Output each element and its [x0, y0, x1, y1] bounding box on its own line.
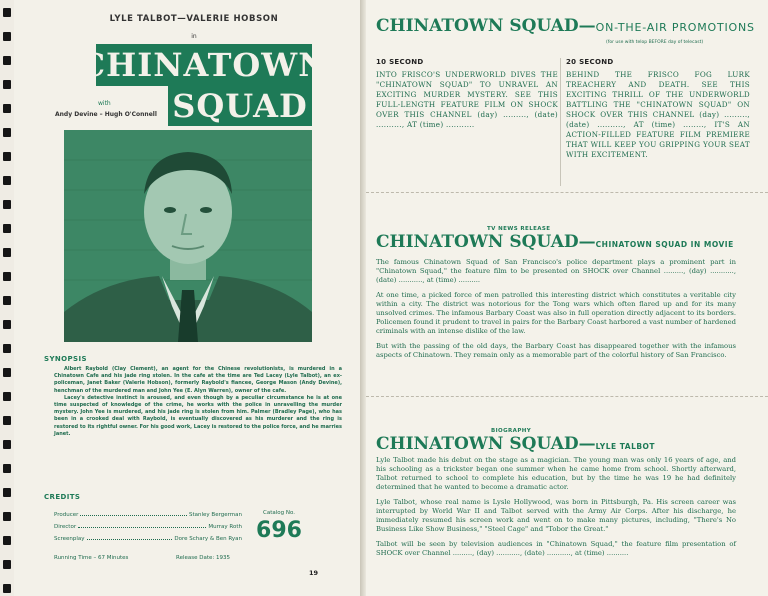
- film-title-line2: SQUAD: [168, 86, 312, 126]
- bio-body: [376, 456, 736, 564]
- news-title: CHINATOWN SQUAD: [376, 232, 579, 252]
- credits-heading: CREDITS: [44, 493, 81, 501]
- section-divider: [366, 192, 768, 193]
- synopsis-heading: SYNOPSIS: [44, 355, 87, 363]
- news-over-label: TV NEWS RELEASE: [487, 226, 551, 232]
- synopsis-paragraph: Lacey's detective instinct is aroused, and even though by a peculiar circumstance he is at one time suspected of knowledge of the crime, he works with the police in unravelling the murder mystery. John Yee is murdered, and his jade ring is stolen from him. Palmer (Bradley Page), who has been in a crooked deal with Raybold, is eventually discovered as his murderer and the ring is restored to its rightful owner. For his good work, Lacey is restored to the police force, and he marries Janet.: [54, 394, 342, 437]
- credit-row: [54, 524, 242, 530]
- costar-billing: Andy Devine – Hugh O'Connell: [55, 111, 157, 118]
- binding-ring: [3, 80, 11, 89]
- twenty-second-text: BEHIND THE FRISCO FOG LURK TREACHERY AND DEATH. SEE THIS EXCITING THRILL OF THE UNDERWORLD BATTLING THE "CHINATOWN SQUAD" ON SHOCK OVER THIS CHANNEL (day) ........., (date) .........., AT (time) ........, IT'S AN ACTION-FILLED FEATURE FILM PREMIERE THAT WILL KEEP YOU GRIPPING YOUR SEAT WITH EXCITEMENT.: [566, 70, 750, 159]
- credit-label: Director: [54, 524, 77, 530]
- news-paragraph: The famous Chinatown Squad of San Francisco's police department plays a prominent part in "Chinatown Squad," the feature film to be presented on SHOCK over Channel ........., (day) ..........., (date) ..........., at (time) ..........: [376, 258, 736, 284]
- credit-label: Producer: [54, 512, 79, 518]
- bio-paragraph: Talbot will be seen by television audiences in "Chinatown Squad," the feature film presentation of SHOCK over Channel ........., (day) ..........., (date) ..........., at (time) ..........: [376, 540, 736, 557]
- binding-ring: [3, 104, 11, 113]
- synopsis-text: [54, 366, 342, 438]
- spiral-binding: [0, 0, 14, 596]
- news-body: [376, 258, 736, 366]
- bio-dash: —: [578, 434, 596, 454]
- leader-dots: [87, 536, 173, 540]
- in-word: in: [191, 33, 197, 40]
- credit-row: [54, 512, 242, 518]
- bio-title: CHINATOWN SQUAD: [376, 434, 579, 454]
- promo-dash: —: [578, 16, 596, 36]
- catalog-label: Catalog No.: [262, 510, 295, 516]
- binding-ring: [3, 128, 11, 137]
- news-subtitle: CHINATOWN SQUAD IN MOVIE: [595, 240, 734, 249]
- binding-ring: [3, 56, 11, 65]
- portrait-illustration: [64, 130, 312, 342]
- binding-ring: [3, 200, 11, 209]
- binding-ring: [3, 488, 11, 497]
- binding-ring: [3, 296, 11, 305]
- leader-dots: [78, 524, 206, 528]
- page-number: 19: [309, 569, 319, 577]
- with-word: with: [98, 100, 111, 107]
- credit-value: Stanley Bergerman: [189, 512, 242, 518]
- binding-ring: [3, 416, 11, 425]
- binding-ring: [3, 368, 11, 377]
- binding-ring: [3, 320, 11, 329]
- credit-value: Murray Roth: [208, 524, 242, 530]
- binding-ring: [3, 512, 11, 521]
- binding-ring: [3, 272, 11, 281]
- binding-ring: [3, 176, 11, 185]
- column-divider: [560, 58, 561, 186]
- binding-ring: [3, 224, 11, 233]
- ten-second-heading: 10 SECOND: [376, 58, 424, 66]
- binding-ring: [3, 32, 11, 41]
- credit-label: Screenplay: [54, 536, 85, 542]
- binding-ring: [3, 560, 11, 569]
- synopsis-paragraph: Albert Raybold (Clay Clement), an agent for the Chinese revolutionists, is murdered in a Chinatown Cafe and his jade ring stolen. In the cafe at the time are Ted Lacey (Lyle Talbot), an ex-policeman, Janet Baker (Valerie Hobson), formerly Raybold's fiancee, George Mason (Andy Devine), henchman of the murdered man and John Yee (E. Alyn Warren), owner of the cafe.: [54, 366, 342, 394]
- binding-ring: [3, 152, 11, 161]
- credit-value: Dore Schary & Ben Ryan: [174, 536, 242, 542]
- news-paragraph: But with the passing of the old days, the Barbary Coast has disappeared together with the infamous aspects of Chinatown. They remain only as a memorable part of the colorful history of San Francisco.: [376, 342, 736, 359]
- binding-ring: [3, 344, 11, 353]
- actor-photo: [64, 130, 312, 342]
- release-date: Release Date: 1935: [176, 555, 230, 561]
- running-time: Running Time – 67 Minutes: [54, 555, 129, 561]
- twenty-second-heading: 20 SECOND: [566, 58, 614, 66]
- binding-ring: [3, 536, 11, 545]
- ten-second-text: INTO FRISCO'S UNDERWORLD DIVES THE "CHINATOWN SQUAD" TO UNRAVEL AN EXCITING MURDER MYSTERY. SEE THIS FULL-LENGTH FEATURE FILM ON SHOCK OVER THIS CHANNEL (day) ........., (date) .........., AT (time) ...........: [376, 70, 558, 129]
- star-billing: LYLE TALBOT—VALERIE HOBSON: [109, 14, 279, 24]
- binding-ring: [3, 248, 11, 257]
- bio-paragraph: Lyle Talbot made his debut on the stage as a magician. The young man was only 16 years of age, and his schooling as a trickster began one summer when he came home from school. Shortly afterward, Talbot returned to school to complete his education, but by the time he was 19 he had definitely determined that he wanted to become a dramatic actor.: [376, 456, 736, 491]
- binding-ring: [3, 584, 11, 593]
- bio-paragraph: Lyle Talbot, whose real name is Lysle Hollywood, was born in Pittsburgh, Pa. His screen career was interrupted by World War II and Talbot served with the Army Air Corps. After his discharge, he immediately resumed his screen work and went on to make many pictures, including, "There's No Business Like Show Business," "Steel Cage" and "Tobor the Great.": [376, 498, 736, 533]
- credit-row: [54, 536, 242, 542]
- promo-heading: [376, 16, 755, 36]
- promo-subtitle: ON-THE-AIR PROMOTIONS: [595, 21, 755, 34]
- catalog-number: 696: [256, 518, 302, 543]
- binding-ring: [3, 8, 11, 17]
- promo-note: (for use with telop BEFORE day of telecast): [606, 40, 704, 45]
- news-dash: —: [578, 232, 596, 252]
- bio-heading: [376, 434, 655, 454]
- news-heading: [376, 232, 734, 252]
- bio-over-label: BIOGRAPHY: [491, 428, 532, 434]
- binding-ring: [3, 440, 11, 449]
- film-title-line1: CHINATOWN: [79, 46, 329, 84]
- bio-subtitle: LYLE TALBOT: [595, 442, 656, 451]
- leader-dots: [80, 512, 187, 516]
- promo-title: CHINATOWN SQUAD: [376, 16, 579, 36]
- binding-ring: [3, 392, 11, 401]
- news-paragraph: At one time, a picked force of men patrolled this interesting district which constitutes a veritable city within a city. The district was notorious for the Tong wars which often flared up and for its many unsolved crimes. The infamous Barbary Coast was also in full operation directly adjacent to its borders. Policemen found it prudent to travel in pairs for the Barbary Coast harbored a vast number of hardened criminals with an intense dislike of the law.: [376, 291, 736, 335]
- section-divider: [366, 396, 768, 397]
- binding-ring: [3, 464, 11, 473]
